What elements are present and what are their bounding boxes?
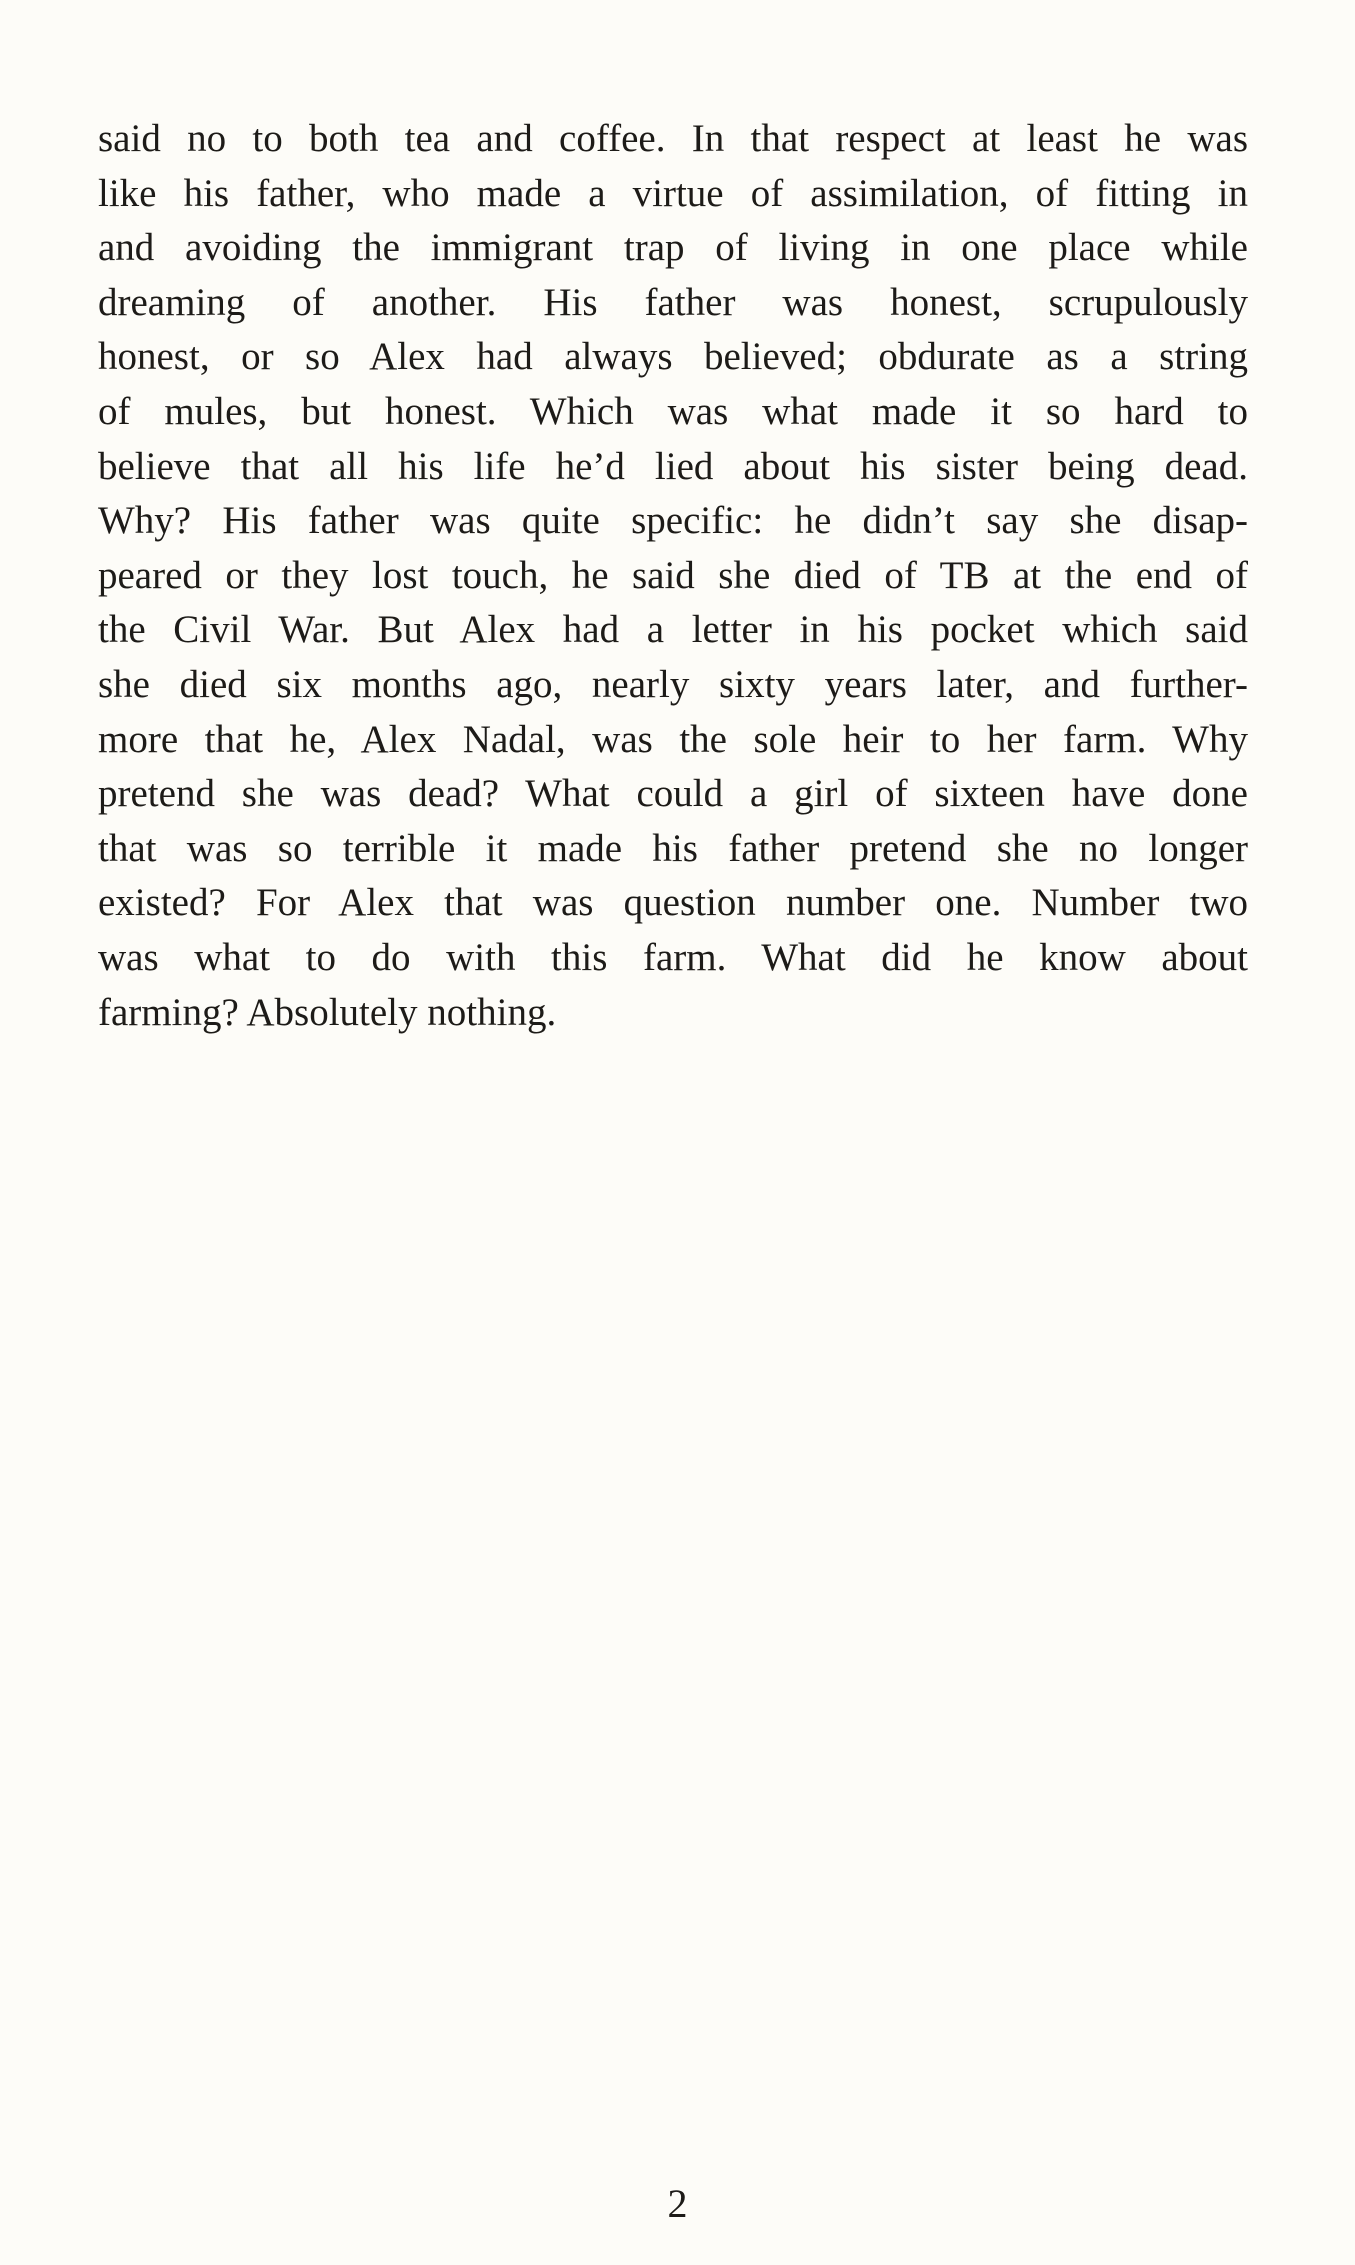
text-line: of mules, but honest. Which was what made it so hard to bbox=[98, 389, 1248, 433]
body-paragraph bbox=[98, 112, 1248, 1040]
text-line: farming? Absolutely nothing. bbox=[98, 990, 557, 1034]
text-line: dreaming of another. His father was honest, scrupulously bbox=[98, 280, 1248, 324]
text-line: more that he, Alex Nadal, was the sole heir to her farm. Why bbox=[98, 717, 1248, 761]
text-line: that was so terrible it made his father pretend she no longer bbox=[98, 826, 1248, 870]
text-line: she died six months ago, nearly sixty years later, and further- bbox=[98, 662, 1248, 706]
text-line: said no to both tea and coffee. In that respect at least he was bbox=[98, 117, 1248, 160]
text-line: the Civil War. But Alex had a letter in his pocket which said bbox=[98, 608, 1248, 652]
text-line: existed? For Alex that was question number one. Number two bbox=[98, 881, 1248, 925]
text-line: and avoiding the immigrant trap of living in one place while bbox=[98, 226, 1248, 270]
text-line: was what to do with this farm. What did he know about bbox=[98, 935, 1248, 979]
text-line: pretend she was dead? What could a girl of sixteen have done bbox=[98, 772, 1248, 816]
text-line: honest, or so Alex had always believed; obdurate as a string bbox=[98, 335, 1248, 379]
text-line: like his father, who made a virtue of assimilation, of fitting in bbox=[98, 171, 1248, 215]
text-line: believe that all his life he’d lied about his sister being dead. bbox=[98, 444, 1248, 488]
page-number: 2 bbox=[667, 2181, 688, 2226]
text-line: Why? His father was quite specific: he didn’t say she disap- bbox=[98, 499, 1248, 543]
text-line: peared or they lost touch, he said she died of TB at the end of bbox=[98, 553, 1248, 597]
